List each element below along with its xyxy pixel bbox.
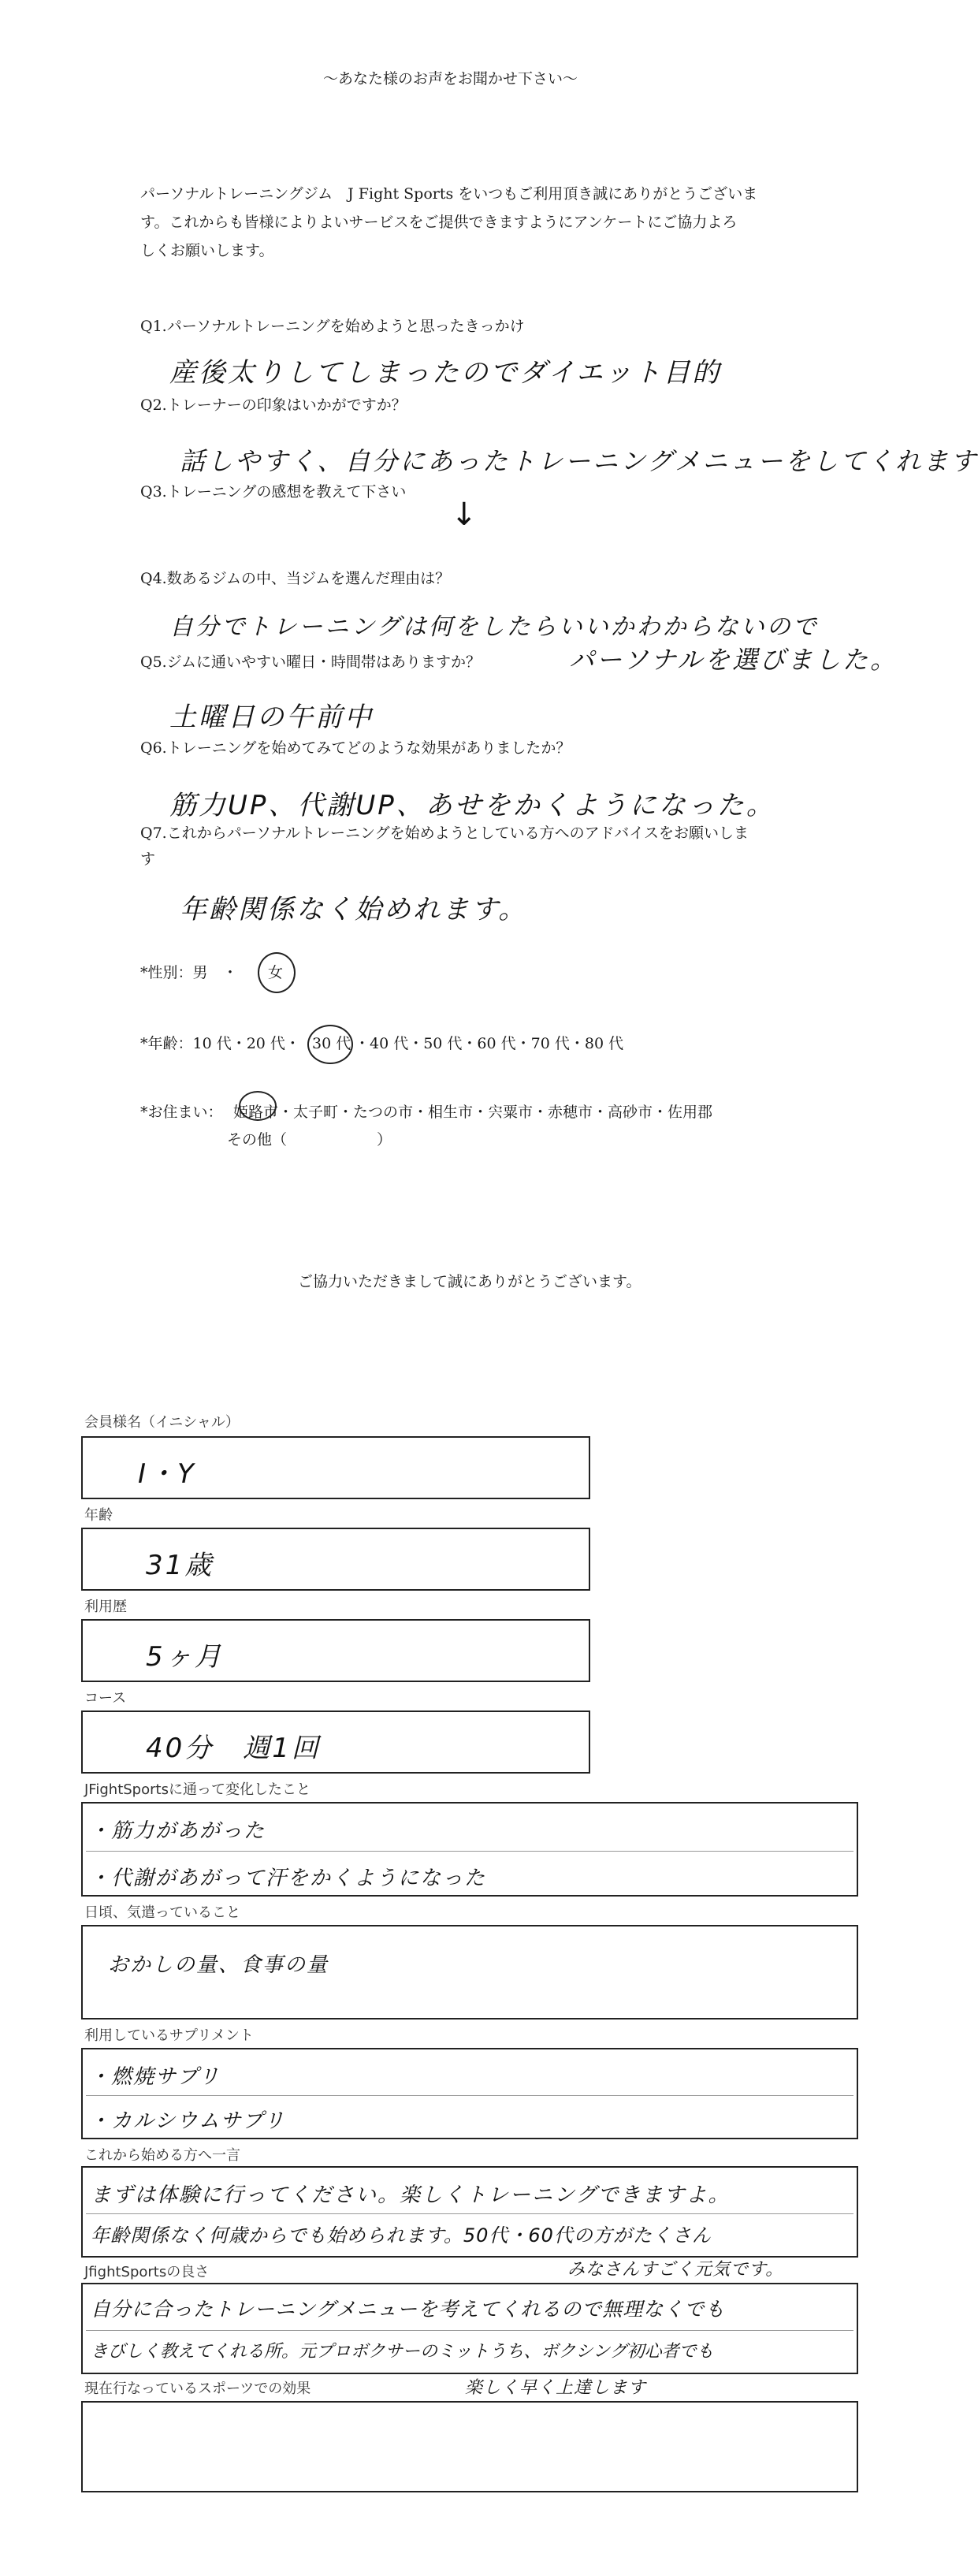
age-label: *年齢：10 代・20 代・ xyxy=(140,1035,300,1052)
question-4-answer-line2: パーソナルを選びました。 xyxy=(569,645,898,675)
intro-line: パーソナルトレーニングジム J Fight Sports をいつもご利用頂き誠にありがとうございま xyxy=(140,185,758,203)
changes-line2: ・代謝があがって汗をかくようになった xyxy=(89,1867,487,1890)
advice-line1: まずは体験に行ってください。楽しくトレーニングできますよ。 xyxy=(91,2183,731,2207)
care-box xyxy=(81,1925,858,2019)
supplements-line2: ・カルシウムサプリ xyxy=(89,2109,286,2133)
initials-box xyxy=(81,1436,590,1499)
gender-selected: 女 xyxy=(268,964,284,981)
intro-paragraph xyxy=(140,180,865,265)
merits-box xyxy=(81,2283,858,2374)
history-value: 5ヶ月 xyxy=(146,1641,224,1673)
question-6-label: Q6.トレーニングを始めてみてどのような効果がありましたか？ xyxy=(140,739,571,757)
care-label: 日頃、気遣っていること xyxy=(84,1904,240,1921)
arrow-down-icon: ↓ xyxy=(451,497,480,533)
question-4-label: Q4.数あるジムの中、当ジムを選んだ理由は？ xyxy=(140,570,451,587)
age-selected: 30 代 xyxy=(312,1035,351,1052)
thanks-message: ご協力いただきまして誠にありがとうございます。 xyxy=(298,1273,641,1290)
merits-line3: 楽しく早く上達します xyxy=(465,2378,647,2398)
sports-label: 現在行なっているスポーツでの効果 xyxy=(84,2381,311,2397)
intro-line: す。これからも皆様によりよいサービスをご提供できますようにアンケートにご協力よろ xyxy=(140,214,738,231)
question-3-label: Q3.トレーニングの感想を教えて下さい xyxy=(140,483,407,501)
advice-line3: みなさんすごく元気です。 xyxy=(567,2260,784,2280)
question-2-answer: 話しやすく、自分にあったトレーニングメニューをしてくれます xyxy=(180,446,978,476)
course-value: 40分 週1回 xyxy=(146,1733,321,1764)
supplements-line1: ・燃焼サプリ xyxy=(89,2065,221,2089)
care-value: おかしの量、食事の量 xyxy=(108,1953,329,1977)
merits-label: JfightSportsの良さ xyxy=(84,2264,210,2280)
age-field-label: 年齢 xyxy=(84,1507,113,1524)
question-7-label-line2: す xyxy=(140,851,156,868)
intro-line: しくお願いします。 xyxy=(140,242,274,259)
merits-line2: きびしく教えてくれる所。元プロボクサーのミットうち、ボクシング初心者でも xyxy=(91,2342,714,2362)
question-5-label: Q5.ジムに通いやすい曜日・時間帯はありますか？ xyxy=(140,653,481,671)
supplements-divider xyxy=(86,2095,853,2096)
merits-divider xyxy=(86,2330,853,2331)
supplements-label: 利用しているサプリメント xyxy=(84,2027,254,2044)
age-field-value: 31歳 xyxy=(146,1550,214,1581)
gender-label: *性別：男 ・ xyxy=(140,964,238,981)
residence-selected: 姫路市 xyxy=(233,1104,279,1121)
initials-value: I・Y xyxy=(138,1458,196,1490)
residence-other: その他（ ） xyxy=(227,1131,392,1148)
changes-label: JFightSportsに通って変化したこと xyxy=(84,1781,311,1798)
question-4-answer-line1: 自分でトレーニングは何をしたらいいかわからないので xyxy=(169,613,819,641)
changes-divider xyxy=(86,1851,853,1852)
age-options: ・40 代・50 代・60 代・70 代・80 代 xyxy=(355,1035,624,1052)
question-5-answer: 土曜日の午前中 xyxy=(169,702,374,733)
course-label: コース xyxy=(84,1690,127,1707)
residence-options: ・太子町・たつの市・相生市・宍粟市・赤穂市・高砂市・佐用郡 xyxy=(278,1104,713,1121)
history-box xyxy=(81,1619,590,1682)
question-1-label: Q1.パーソナルトレーニングを始めようと思ったきっかけ xyxy=(140,318,525,335)
question-2-label: Q2.トレーナーの印象はいかがですか？ xyxy=(140,396,407,414)
question-1-answer: 産後太りしてしまったのでダイエット目的 xyxy=(169,357,722,389)
advice-line2: 年齢関係なく何歳からでも始められます。50代・60代の方がたくさん xyxy=(91,2224,712,2247)
history-label: 利用歴 xyxy=(84,1599,127,1615)
sports-box xyxy=(81,2401,858,2492)
supplements-box xyxy=(81,2048,858,2139)
advice-label: これから始める方へ一言 xyxy=(84,2147,240,2164)
advice-divider xyxy=(86,2213,853,2214)
residence-label: *お住まい： xyxy=(140,1104,223,1121)
course-box xyxy=(81,1711,590,1774)
initials-label: 会員様名（イニシャル） xyxy=(84,1414,240,1431)
question-7-label-line1: Q7.これからパーソナルトレーニングを始めようとしている方へのアドバイスをお願いしま xyxy=(140,825,749,842)
advice-box xyxy=(81,2166,858,2258)
merits-line1: 自分に合ったトレーニングメニューを考えてくれるので無理なくでも xyxy=(91,2298,726,2321)
changes-box xyxy=(81,1802,858,1897)
age-field-box xyxy=(81,1528,590,1591)
page-title: ～あなた様のお声をお聞かせ下さい～ xyxy=(323,70,578,87)
question-6-answer: 筋力UP、代謝UP、あせをかくようになった。 xyxy=(169,790,775,821)
question-7-answer: 年齢関係なく始めれます。 xyxy=(180,894,528,925)
changes-line1: ・筋力があがった xyxy=(89,1819,266,1843)
